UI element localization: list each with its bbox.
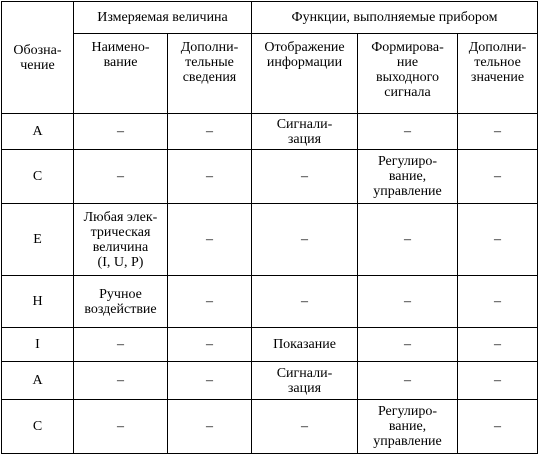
header-extra-info: Дополни- тельные сведения [168, 34, 252, 114]
row-code: I [2, 328, 74, 362]
row-display: – [252, 204, 358, 276]
row-value: – [458, 328, 538, 362]
row-output: Регулиро- вание, управление [358, 400, 458, 454]
header-output-signal: Формирова- ние выходного сигнала [358, 34, 458, 114]
row-name: – [74, 400, 168, 454]
row-code: E [2, 204, 74, 276]
row-display: Показание [252, 328, 358, 362]
row-display: – [252, 150, 358, 204]
row-value: – [458, 150, 538, 204]
table-row [2, 400, 538, 454]
row-value: – [458, 114, 538, 150]
row-display: – [252, 400, 358, 454]
table-row [2, 328, 538, 362]
row-output: – [358, 114, 458, 150]
row-extra: – [168, 114, 252, 150]
row-name: Ручное воздействие [74, 276, 168, 328]
header-display: Отображение информации [252, 34, 358, 114]
row-name: – [74, 114, 168, 150]
row-output: – [358, 328, 458, 362]
row-extra: – [168, 328, 252, 362]
row-code: A [2, 114, 74, 150]
table-row [2, 150, 538, 204]
row-extra: – [168, 276, 252, 328]
row-name: – [74, 362, 168, 400]
header-extra-value: Дополни- тельное значение [458, 34, 538, 114]
row-output: – [358, 204, 458, 276]
row-code: A [2, 362, 74, 400]
row-code: H [2, 276, 74, 328]
row-code: C [2, 400, 74, 454]
row-output: – [358, 362, 458, 400]
header-device-functions: Функции, выполняемые прибором [252, 2, 538, 34]
row-extra: – [168, 362, 252, 400]
header-measured-quantity: Измеряемая величина [74, 2, 252, 34]
table-row [2, 114, 538, 150]
designation-table [1, 1, 538, 454]
row-value: – [458, 362, 538, 400]
header-designation: Обозна- чение [2, 2, 74, 114]
table-row [2, 204, 538, 276]
row-name: – [74, 150, 168, 204]
row-value: – [458, 400, 538, 454]
row-extra: – [168, 400, 252, 454]
row-code: C [2, 150, 74, 204]
row-extra: – [168, 204, 252, 276]
row-display: Сигнали- зация [252, 114, 358, 150]
row-extra: – [168, 150, 252, 204]
row-display: – [252, 276, 358, 328]
row-name: – [74, 328, 168, 362]
table-row [2, 362, 538, 400]
row-display: Сигнали- зация [252, 362, 358, 400]
row-output: Регулиро- вание, управление [358, 150, 458, 204]
row-output: – [358, 276, 458, 328]
row-name: Любая элек- трическая величина (I, U, P) [74, 204, 168, 276]
table-row [2, 276, 538, 328]
row-value: – [458, 204, 538, 276]
header-name: Наимено- вание [74, 34, 168, 114]
row-value: – [458, 276, 538, 328]
